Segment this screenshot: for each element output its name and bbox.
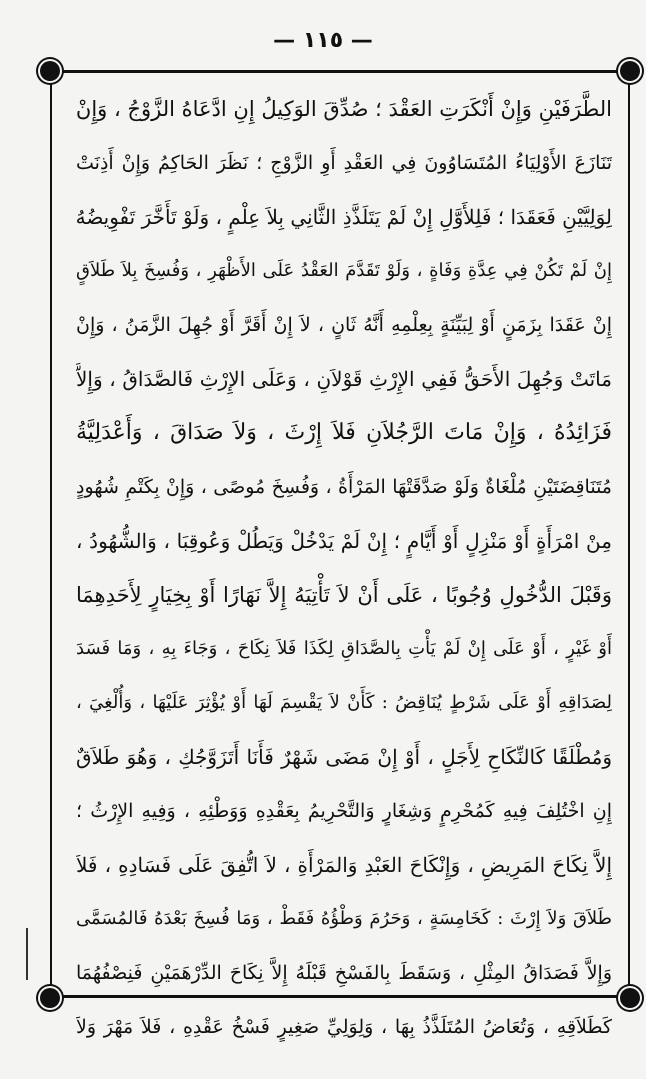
text-line: إِلاَّ نِكَاحَ المَرِيضِ ، وَإِنْكَاحَ العَبْدِ وَالمَرْأَةِ ، لاَ اتُّفِقَ عَلَى فَسَادِهِ ، فَلاَ — [76, 853, 612, 877]
text-line: أَوْ غَيْرٍ ، أَوْ عَلَى إِنْ لَمْ يَأْتِ بِالصَّدَاقِ لِكَذَا فَلاَ نِكَاحَ ، وَجَاءَ بِهِ ، وَمَا فَسَدَ — [76, 638, 612, 659]
text-line: لِوَلِيَّيْنِ فَعَقَدَا ؛ فَلِلأَوَّلِ إِنْ لَمْ يَتَلَذَّذِ الثَّانِي بِلاَ عِلْمٍ ، وَلَوْ تَأَخَّرَ تَفْوِيضُهُ — [76, 205, 612, 229]
frame-corner-ornament — [40, 988, 60, 1008]
margin-mark — [26, 928, 28, 980]
text-line: وَمُطْلَقًا كَالنِّكَاحِ لِأَجَلٍ ، أَوْ إِنْ مَضَى شَهْرٌ فَأَنَا أَتَزَوَّجُكِ ، وَهُوَ طَلاَقٌ — [76, 745, 612, 769]
body-text — [76, 82, 612, 1054]
page-number: — ١١٥ — — [273, 28, 373, 53]
text-line: فَزَائِدُهُ ، وَإِنْ مَاتَ الرَّجُلاَنِ فَلاَ إِرْثَ ، وَلاَ صَدَاقَ ، وَأَعْدَلِيَّةُ — [76, 420, 612, 445]
text-line: إِنْ لَمْ تَكُنْ فِي عِدَّةِ وَفَاةٍ ، وَلَوْ تَقَدَّمَ العَقْدُ عَلَى الأَظْهَرِ ، وَفُسِخَ بِلاَ طَلاَقٍ — [76, 260, 612, 281]
frame-corner-ornament — [620, 61, 640, 81]
text-line: الطَّرَفَيْنِ وَإِنْ أَنْكَرَتِ العَقْدَ ؛ صُدِّقَ الوَكِيلُ إِنِ ادَّعَاهُ الزَّوْجُ ، وَإِنْ — [76, 97, 612, 121]
text-line: مِنْ امْرَأَةٍ أَوْ مَنْزِلٍ أَوْ أَيَّامٍ ؛ إِنْ لَمْ يَدْخُلْ وَيَطُلْ وَعُوقِبَا ، وَالشُّهُودُ ، — [76, 529, 612, 553]
text-line: وَإِلاَّ فَصَدَاقُ المِثْلِ ، وَسَقَطَ بِالفَسْخِ قَبْلَهُ إِلاَّ نِكَاحَ الدِّرْهَمَيْنِ فَنِصْفُهُمَا — [76, 962, 612, 984]
text-line: مَاتَتْ وَجُهِلَ الأَحَقُّ فَفِي الإِرْثِ قَوْلاَنِ ، وَعَلَى الإِرْثِ فَالصَّدَاقُ ، وَإِلاَّ — [76, 367, 612, 391]
text-line: تَنَازَعَ الأَوْلِيَاءُ المُتَسَاوُونَ فِي العَقْدِ أَوِ الزَّوْجِ ؛ نَظَرَ الحَاكِمُ وَإِنْ أَذِنَتْ — [76, 152, 612, 174]
frame-corner-ornament — [620, 988, 640, 1008]
text-line: طَلاَقَ وَلاَ إِرْثَ : كَخَامِسَةٍ ، وَحَرُمَ وَطْؤُهُ فَقَطْ ، وَمَا فُسِخَ بَعْدَهُ فَالمُسَمَّى — [76, 908, 612, 929]
text-line: مُتَنَاقِضَتَيْنِ مُلْغَاةٌ وَلَوْ صَدَّقَتْهَا المَرْأَةُ ، وَفُسِخَ مُوصًى ، وَإِنْ بِكَتْمِ شُهُودٍ — [76, 476, 612, 498]
text-line: لِصَدَاقِهِ أَوْ عَلَى شَرْطٍ يُنَاقِضُ : كَأَنْ لاَ يَقْسِمَ لَهَا أَوْ يُؤْثِرَ عَلَيْهَا ، وَأُلْغِيَ ، — [76, 692, 612, 713]
frame-corner-ornament — [40, 61, 60, 81]
text-line: وَقَبْلَ الدُّخُولِ وُجُوبًا ، عَلَى أَنْ لاَ تَأْتِيَهُ إِلاَّ نَهَارًا أَوْ بِخِيَارٍ لِأَحَدِهِمَا — [76, 583, 612, 607]
text-line: إِنِ اخْتُلِفَ فِيهِ كَمُحْرِمٍ وَشِغَارٍ وَالتَّحْرِيمُ بِعَقْدِهِ وَوَطْئِهِ ، وَفِيهِ الإِرْثُ ؛ — [76, 800, 612, 822]
text-line: إِنْ عَقَدَا بِزَمَنٍ أَوْ لِبَيِّنَةٍ بِعِلْمِهِ أَنَّهُ ثَانٍ ، لاَ إِنْ أَقَرَّ أَوْ جُهِلَ الزَّمَنُ ، وَإِنْ — [76, 314, 612, 336]
text-line: كَطَلاَقِهِ ، وَتُعَاضُ المُتَلَذَّذُ بِهَا ، وَلِوَلِيِّ صَغِيرٍ فَسْخُ عَقْدِهِ ، فَلاَ مَهْرَ وَلاَ — [76, 1016, 612, 1038]
